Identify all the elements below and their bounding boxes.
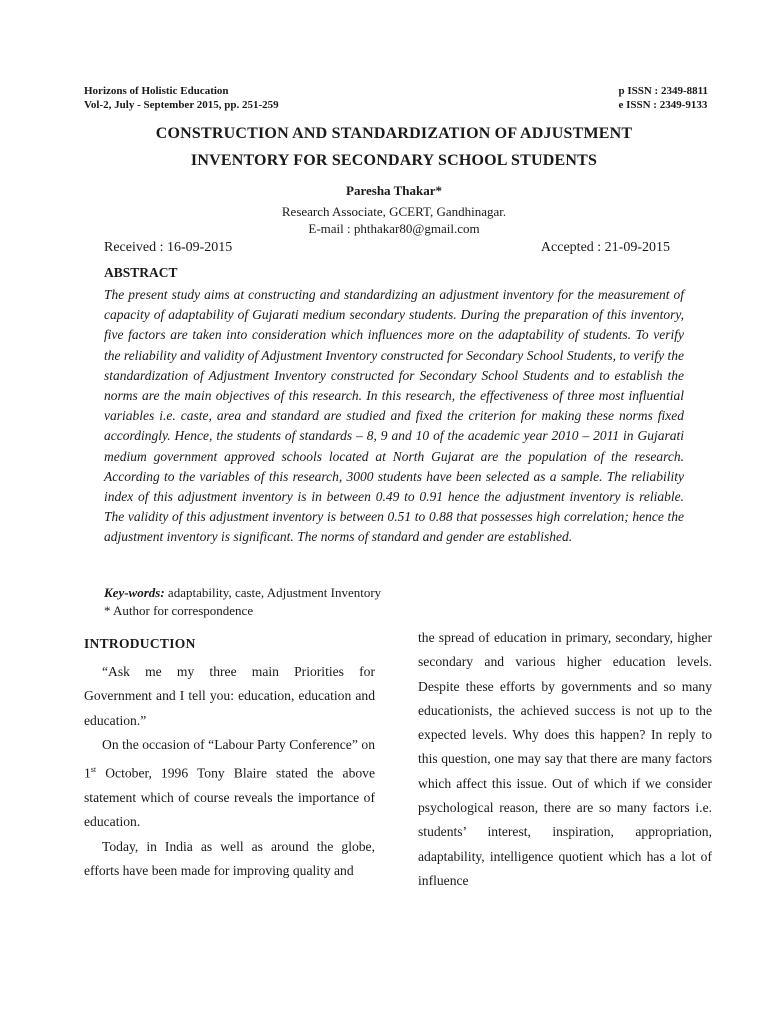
intro-efforts-paragraph bbox=[84, 835, 375, 884]
electronic-issn: e ISSN : 2349-9133 bbox=[618, 99, 708, 111]
accepted-date: Accepted : 21-09-2015 bbox=[540, 240, 670, 255]
intro-quote-paragraph bbox=[84, 660, 375, 734]
paper-title-line-1: CONSTRUCTION AND STANDARDIZATION OF ADJUSTMENT bbox=[155, 125, 633, 142]
journal-name: Horizons of Holistic Education bbox=[84, 85, 229, 97]
journal-volume: Vol-2, July - September 2015, pp. 251-259 bbox=[84, 99, 279, 111]
received-date: Received : 16-09-2015 bbox=[104, 240, 233, 255]
paper-title bbox=[84, 120, 704, 174]
author-name: Paresha Thakar* bbox=[346, 183, 442, 198]
introduction-heading: INTRODUCTION bbox=[84, 636, 196, 651]
right-column bbox=[418, 626, 712, 893]
intro-continued-paragraph: the spread of education in primary, secondary, higher secondary and various higher education levels. Despite these efforts by governments and so many educationists, the achieved success is not up to the expected levels. Why does this happen? In reply to this question, one may say that there are many factors which affect this issue. Out of which if we consider psychological reason, there are so many factors i.e. students’ interest, inspiration, appropriation, adaptability, intelligence quotient which has a lot of influence bbox=[418, 630, 712, 888]
abstract-text: The present study aims at constructing and standardizing an adjustment inventory for the measurement of capacity of adaptability of Gujarati medium secondary students. During the preparation of this inventory, five factors are taken into consideration which influences more on the adaptability of students. To verify the reliability and validity of Adjustment Inventory constructed for Secondary School Students, to verify the standardization of Adjustment Inventory constructed for Secondary School Students and to establish the norms are the main objectives of this research. In this research, the effectiveness of three most influential variables i.e. caste, area and standard are studied and fixed the criterion for making these norms fixed accordingly. Hence, the students of standards – 8, 9 and 10 of the academic year 2010 – 2011 in Gujarati medium government approved schools located at North Gujarat are the population of the research. According to the variables of this research, 3000 students have been selected as a sample. The reliability index of this adjustment inventory is in between 0.49 to 0.91 hence the adjustment inventory is reliable. The validity of this adjustment inventory is between 0.51 to 0.88 that possesses high correlation; hence the adjustment inventory is significant. The norms of standard and gender are established. bbox=[104, 287, 684, 545]
correspondence-note: * Author for correspondence bbox=[104, 603, 254, 618]
keywords-list: adaptability, caste, Adjustment Inventory bbox=[164, 585, 382, 600]
left-column bbox=[84, 632, 375, 884]
intro-conference-text-end: October, 1996 Tony Blaire stated the above statement which of course reveals the importance of education. bbox=[84, 765, 375, 830]
journal-header-left bbox=[84, 84, 279, 112]
keywords-label: Key-words: bbox=[104, 585, 165, 600]
keywords bbox=[104, 585, 381, 601]
intro-conference-text-start: On the occasion of “Labour Party Conference” on 1 bbox=[84, 737, 375, 781]
author-email: E-mail : phthakar80@gmail.com bbox=[308, 221, 480, 236]
intro-quote-text: “Ask me my three main Priorities for Government and I tell you: education, education and education.” bbox=[84, 663, 375, 728]
journal-header-right bbox=[618, 84, 708, 112]
print-issn: p ISSN : 2349-8811 bbox=[618, 85, 708, 97]
ordinal-suffix: st bbox=[90, 764, 97, 774]
abstract-heading: ABSTRACT bbox=[104, 265, 178, 280]
intro-conference-paragraph bbox=[84, 733, 375, 835]
paper-title-line-2: INVENTORY FOR SECONDARY SCHOOL STUDENTS bbox=[190, 152, 598, 169]
author-info bbox=[84, 203, 704, 237]
intro-efforts-text: Today, in India as well as around the globe, efforts have been made for improving quality and bbox=[84, 838, 375, 879]
author-affiliation: Research Associate, GCERT, Gandhinagar. bbox=[281, 204, 507, 219]
